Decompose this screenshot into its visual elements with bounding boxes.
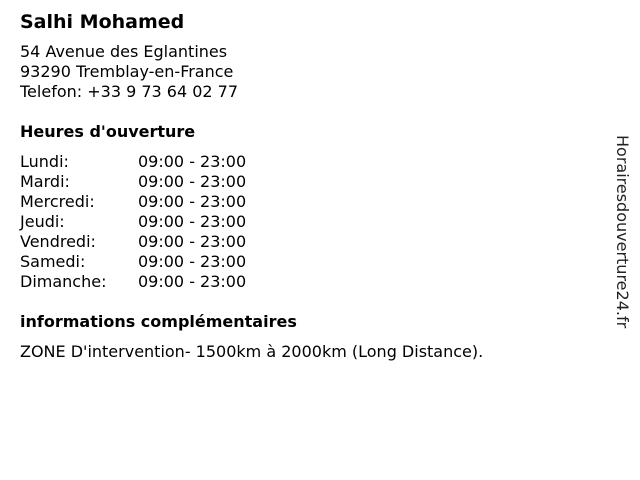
hours-row-monday <box>20 152 580 172</box>
hours-row-saturday <box>20 252 580 272</box>
time-range: 09:00 - 23:00 <box>138 212 247 231</box>
site-watermark: Horairesdouverture24.fr <box>613 135 632 329</box>
time-range: 09:00 - 23:00 <box>138 272 247 291</box>
city-address: 93290 Tremblay-en-France <box>20 62 234 81</box>
day-label: Mercredi: <box>20 192 95 211</box>
time-range: 09:00 - 23:00 <box>138 232 247 251</box>
hours-row-sunday <box>20 272 580 292</box>
street-address: 54 Avenue des Eglantines <box>20 42 228 61</box>
day-label: Samedi: <box>20 252 86 271</box>
phone-number[interactable]: Telefon: +33 9 73 64 02 77 <box>20 82 239 101</box>
time-range: 09:00 - 23:00 <box>138 172 247 191</box>
opening-hours-title: Heures d'ouverture <box>20 122 196 141</box>
time-range: 09:00 - 23:00 <box>138 152 247 171</box>
hours-row-thursday <box>20 212 580 232</box>
business-card <box>20 10 580 362</box>
time-range: 09:00 - 23:00 <box>138 252 247 271</box>
hours-row-friday <box>20 232 580 252</box>
opening-hours-list <box>20 152 580 292</box>
hours-row-tuesday <box>20 172 580 192</box>
additional-info-text: ZONE D'intervention- 1500km à 2000km (Long Distance). <box>20 342 484 361</box>
time-range: 09:00 - 23:00 <box>138 192 247 211</box>
day-label: Vendredi: <box>20 232 96 251</box>
day-label: Lundi: <box>20 152 69 171</box>
business-name: Salhi Mohamed <box>20 11 185 33</box>
day-label: Dimanche: <box>20 272 107 291</box>
day-label: Mardi: <box>20 172 70 191</box>
hours-row-wednesday <box>20 192 580 212</box>
additional-info-title: informations complémentaires <box>20 312 297 331</box>
day-label: Jeudi: <box>20 212 65 231</box>
